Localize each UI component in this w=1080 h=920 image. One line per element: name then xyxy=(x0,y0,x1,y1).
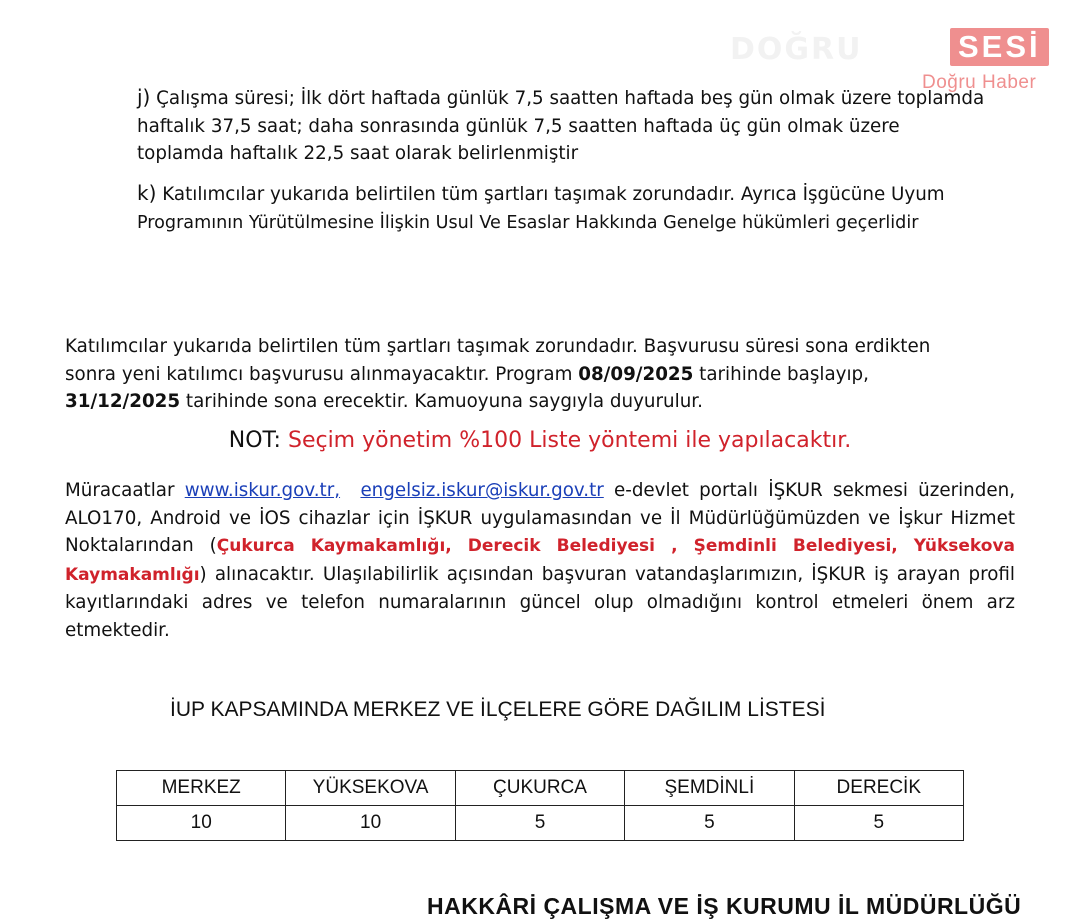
application-text-2: e-devlet portalı İŞKUR sekmesi üzerinden, ALO170, Android ve İOS cihazlar için İŞKUR uygulamasından ve İl Müdürlüğümüzden ve İşkur Hizmet Noktalarından ( xyxy=(65,480,1016,556)
item-j-text: Çalışma süresi; İlk dört haftada günlük 7,5 saatten haftada beş gün olmak üzere toplamda haftalık 37,5 saat; daha sonrasında günlük 7,5 saatten haftada üç gün olmak üzere toplamda haftalık 22,5 saat olarak belirlenmiştir xyxy=(137,88,985,164)
item-k-line2: Programının Yürütülmesine İlişkin Usul Ve Esaslar Hakkında Genelge hükümleri geçerlidir xyxy=(137,212,919,233)
application-text-1: Müracaatlar xyxy=(65,480,185,501)
table-cell: 10 xyxy=(117,806,286,841)
watermark-brand: SESİ xyxy=(950,28,1049,66)
item-k-label: k) xyxy=(137,181,157,205)
distribution-table xyxy=(116,770,964,841)
program-end-date: 31/12/2025 xyxy=(65,391,181,412)
item-j-label: j) xyxy=(137,85,151,109)
item-k-paragraph xyxy=(137,180,997,237)
watermark-tagline: Doğru Haber xyxy=(922,72,1037,93)
service-offices-list: Çukurca Kaymakamlığı, Derecik Belediyesi , Şemdinli Belediyesi, Yüksekova Kaymakamlığı xyxy=(65,536,1016,585)
note-line xyxy=(0,428,1080,453)
table-cell: 10 xyxy=(286,806,455,841)
table-header-cell: ÇUKURCA xyxy=(455,771,624,806)
watermark-faint-text: DOĞRU xyxy=(730,32,863,67)
table-header-cell: YÜKSEKOVA xyxy=(286,771,455,806)
table-row xyxy=(117,806,964,841)
announcement-text-2: tarihinde başlayıp, xyxy=(693,363,869,385)
item-j-paragraph xyxy=(137,84,987,168)
table-cell: 5 xyxy=(794,806,963,841)
table-cell: 5 xyxy=(625,806,794,841)
directorate-signature: HAKKÂRİ ÇALIŞMA VE İŞ KURUMU İL MÜDÜRLÜĞÜ xyxy=(427,893,1022,919)
note-text: Seçim yönetim %100 Liste yöntemi ile yapılacaktır. xyxy=(280,428,852,453)
table-header-cell: ŞEMDİNLİ xyxy=(625,771,794,806)
item-k-line1: Katılımcılar yukarıda belirtilen tüm şartları taşımak zorundadır. Ayrıca İşgücüne Uyum xyxy=(162,184,945,205)
program-start-date: 08/09/2025 xyxy=(578,363,694,385)
table-header-row xyxy=(117,771,964,806)
table-cell: 5 xyxy=(455,806,624,841)
announcement-text-3: tarihinde sona erecektir. Kamuoyuna saygıyla duyurulur. xyxy=(180,391,703,412)
application-paragraph xyxy=(65,477,1015,644)
announcement-paragraph xyxy=(65,333,985,416)
distribution-list-title: İUP KAPSAMINDA MERKEZ VE İLÇELERE GÖRE DAĞILIM LİSTESİ xyxy=(170,698,826,721)
engelsiz-email-link[interactable]: engelsiz.iskur@iskur.gov.tr xyxy=(360,480,604,501)
table-header-cell: DERECİK xyxy=(794,771,963,806)
note-label: NOT: xyxy=(228,428,281,453)
table-header-cell: MERKEZ xyxy=(117,771,286,806)
application-text-3: ) alınacaktır. Ulaşılabilirlik açısından başvuran vatandaşlarımızın, İŞKUR iş arayan profil kayıtlarındaki adres ve telefon numaralarının güncel olup olmadığını kontrol etmeleri önem arz etmektedir. xyxy=(65,563,1015,641)
iskur-website-link[interactable]: www.iskur.gov.tr, xyxy=(184,480,341,501)
announcement-text-1: Katılımcılar yukarıda belirtilen tüm şartları taşımak zorundadır. Başvurusu süresi sona erdikten sonra yeni katılımcı başvurusu alınmayacaktır. Program xyxy=(65,336,931,385)
